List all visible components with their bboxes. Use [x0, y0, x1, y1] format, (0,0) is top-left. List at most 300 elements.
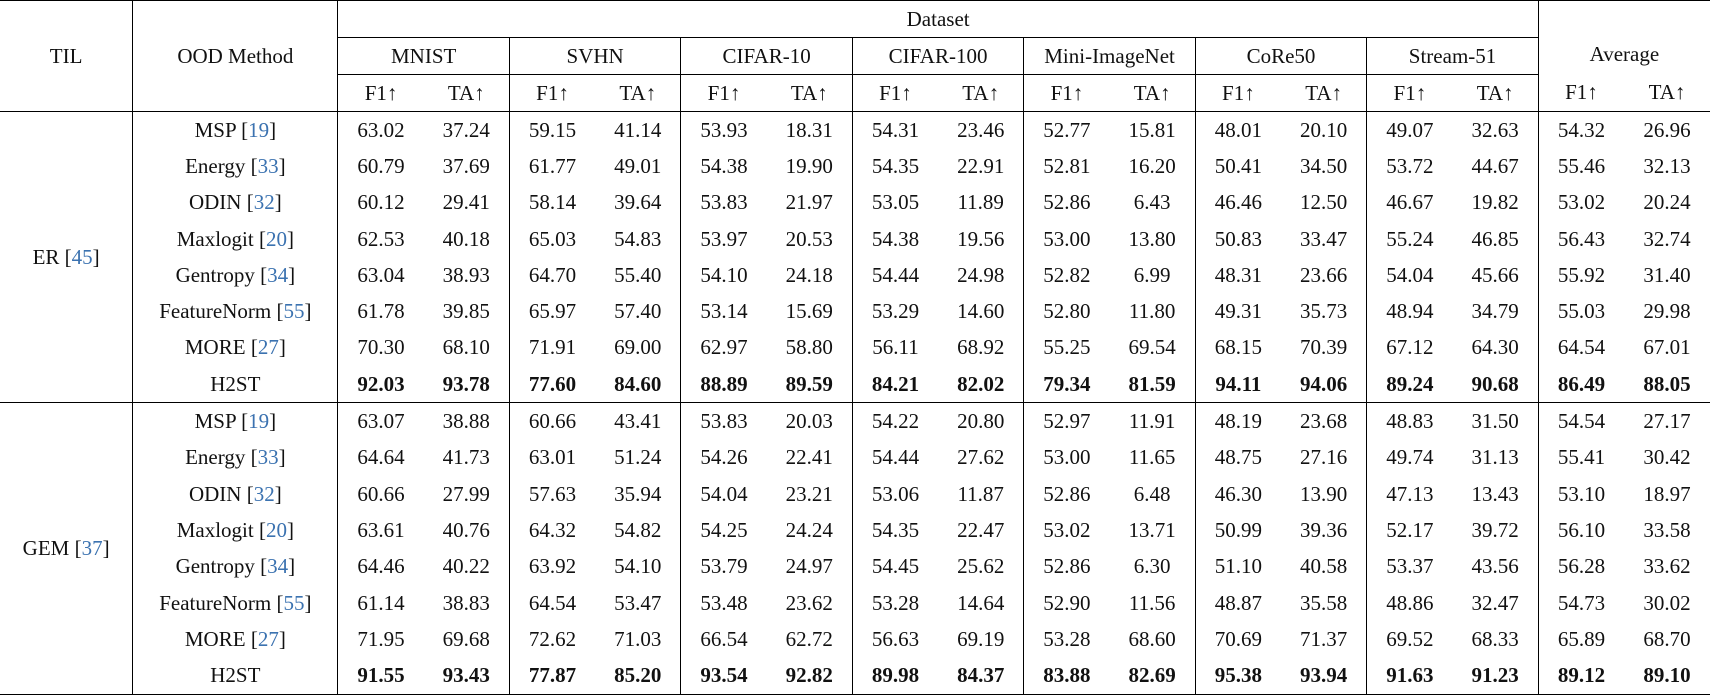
value-cell: 86.49 — [1557, 371, 1606, 396]
value-cell: 61.14 — [357, 590, 405, 615]
value-cell: 41.73 — [424, 440, 510, 476]
value-cell: 16.20 — [1110, 148, 1196, 184]
table-row — [0, 403, 1710, 440]
average-header: Average — [1538, 1, 1710, 75]
metric-header-cell: F1↑ — [1565, 80, 1598, 105]
value-cell: 50.83 — [1214, 226, 1263, 251]
value-cell: 55.41 — [1557, 445, 1606, 470]
method-name: Maxlogit — [176, 517, 254, 542]
metric-header-cell: TA↑ — [1281, 75, 1367, 112]
value-cell: 89.12 — [1538, 657, 1624, 694]
value-cell: 23.68 — [1281, 403, 1367, 440]
metric-header-cell: TA↑ — [1648, 80, 1686, 105]
value-cell: 52.81 — [1043, 153, 1091, 178]
value-cell: 48.86 — [1386, 590, 1434, 615]
value-cell: 91.63 — [1367, 657, 1453, 694]
value-cell: 6.99 — [1110, 257, 1196, 293]
method-cell — [133, 366, 338, 403]
value-cell: 57.40 — [595, 293, 681, 329]
value-cell: 82.02 — [938, 366, 1024, 403]
value-cell: 85.20 — [595, 657, 681, 694]
metric-header-cell: F1↑ — [1222, 80, 1255, 105]
value-cell: 64.46 — [357, 554, 405, 579]
value-cell: 27.16 — [1281, 440, 1367, 476]
value-cell: 13.80 — [1110, 221, 1196, 257]
value-cell: 53.79 — [700, 554, 748, 579]
method-name: MSP — [194, 117, 236, 142]
citation-link[interactable]: 20 — [265, 517, 287, 542]
value-cell: 63.92 — [528, 554, 577, 579]
value-cell: 91.55 — [338, 657, 424, 694]
method-name: Gentropy — [175, 262, 255, 287]
citation-link[interactable]: 27 — [257, 626, 279, 651]
metric-header-cell: TA↑ — [938, 75, 1024, 112]
value-cell: 53.47 — [595, 585, 681, 621]
value-cell: 39.85 — [424, 293, 510, 329]
dataset-header-cell: CIFAR-10 — [681, 38, 852, 75]
value-cell: 14.64 — [938, 585, 1024, 621]
method-cell: MORE [27] — [133, 330, 338, 366]
value-cell: 62.53 — [357, 226, 405, 251]
dataset-header-cell: MNIST — [338, 38, 509, 75]
value-cell: 53.37 — [1386, 554, 1434, 579]
value-cell: 23.46 — [938, 112, 1024, 149]
value-cell: 52.82 — [1043, 262, 1091, 287]
method-cell: Maxlogit [20] — [133, 221, 338, 257]
value-cell: 52.80 — [1043, 299, 1091, 324]
value-cell: 58.14 — [528, 190, 577, 215]
value-cell: 55.25 — [1043, 335, 1091, 360]
value-cell: 54.44 — [871, 445, 920, 470]
method-cell: Energy [33] — [133, 148, 338, 184]
dataset-header-cell: Mini-ImageNet — [1024, 38, 1195, 75]
value-cell: 92.03 — [357, 371, 405, 396]
value-cell: 13.43 — [1452, 476, 1538, 512]
value-cell: 71.03 — [595, 621, 681, 657]
method-cell: FeatureNorm [55] — [133, 585, 338, 621]
method-cell: MSP [19] — [133, 112, 338, 149]
value-cell: 54.10 — [700, 262, 748, 287]
method-cell: Gentropy [34] — [133, 257, 338, 293]
value-cell: 22.91 — [938, 148, 1024, 184]
value-cell: 50.99 — [1214, 517, 1263, 542]
value-cell: 53.29 — [871, 299, 920, 324]
value-cell: 52.86 — [1043, 481, 1091, 506]
value-cell: 33.47 — [1281, 221, 1367, 257]
value-cell: 29.98 — [1643, 299, 1691, 324]
table-row — [0, 440, 1710, 476]
ood-method-header: OOD Method — [133, 1, 338, 112]
value-cell: 48.87 — [1214, 590, 1263, 615]
header-row-1 — [0, 1, 1710, 38]
value-cell: 60.66 — [509, 403, 595, 440]
metric-header-cell: F1↑ — [1050, 80, 1084, 105]
value-cell: 70.69 — [1214, 626, 1263, 651]
value-cell: 33.58 — [1643, 517, 1691, 542]
table-row — [0, 257, 1710, 293]
value-cell: 53.14 — [700, 299, 748, 324]
til-group-cell: ER [45] — [0, 112, 133, 403]
method-name: MORE — [184, 335, 246, 360]
value-cell: 11.89 — [938, 185, 1024, 221]
value-cell: 49.31 — [1214, 299, 1263, 324]
citation-link[interactable]: 33 — [257, 153, 279, 178]
value-cell: 31.13 — [1452, 440, 1538, 476]
value-cell: 56.63 — [871, 626, 920, 651]
metric-header-cell: F1↑ — [1393, 80, 1427, 105]
table-row — [0, 512, 1710, 548]
value-cell: 39.36 — [1281, 512, 1367, 548]
value-cell: 30.02 — [1643, 590, 1691, 615]
value-cell: 53.83 — [681, 403, 767, 440]
value-cell: 48.31 — [1214, 262, 1263, 287]
method-cell: MSP [19] — [133, 403, 338, 440]
value-cell: 22.41 — [767, 440, 853, 476]
value-cell: 72.62 — [528, 626, 577, 651]
citation-link[interactable]: 34 — [267, 262, 289, 287]
value-cell: 53.02 — [1557, 190, 1606, 215]
value-cell: 48.83 — [1367, 403, 1453, 440]
value-cell: 56.10 — [1557, 517, 1606, 542]
value-cell: 48.01 — [1195, 112, 1281, 149]
value-cell: 71.95 — [357, 626, 405, 651]
value-cell: 89.98 — [852, 657, 938, 694]
method-cell: MORE [27] — [133, 621, 338, 657]
table-row — [0, 330, 1710, 366]
value-cell: 48.94 — [1386, 299, 1434, 324]
value-cell: 57.63 — [528, 481, 577, 506]
dataset-header-cell: CIFAR-100 — [852, 38, 1023, 75]
value-cell: 68.60 — [1110, 621, 1196, 657]
value-cell: 54.22 — [852, 403, 938, 440]
value-cell: 34.79 — [1452, 293, 1538, 329]
citation-link[interactable]: 27 — [257, 335, 279, 360]
value-cell: 56.43 — [1557, 226, 1606, 251]
citation-link[interactable]: 33 — [257, 445, 279, 470]
table-row — [0, 549, 1710, 585]
value-cell: 64.64 — [357, 445, 405, 470]
value-cell: 15.81 — [1110, 112, 1196, 149]
value-cell: 65.03 — [528, 226, 577, 251]
method-name: Energy — [185, 153, 246, 178]
value-cell: 32.63 — [1452, 112, 1538, 149]
value-cell: 22.47 — [938, 512, 1024, 548]
value-cell: 26.96 — [1624, 112, 1710, 149]
citation-link[interactable]: 19 — [248, 117, 270, 142]
value-cell: 77.60 — [528, 371, 577, 396]
value-cell: 43.56 — [1452, 549, 1538, 585]
citation-link[interactable]: 20 — [265, 226, 287, 251]
value-cell: 64.32 — [528, 517, 577, 542]
til-group-name: ER — [32, 244, 60, 269]
value-cell: 47.13 — [1386, 481, 1434, 506]
table-row — [0, 293, 1710, 329]
value-cell: 53.93 — [681, 112, 767, 149]
value-cell: 23.21 — [767, 476, 853, 512]
value-cell: 68.15 — [1214, 335, 1263, 360]
value-cell: 30.42 — [1643, 445, 1691, 470]
value-cell: 67.01 — [1643, 335, 1691, 360]
metric-header-cell: F1↑ — [707, 80, 741, 105]
value-cell: 65.97 — [528, 299, 577, 324]
value-cell: 63.02 — [338, 112, 424, 149]
value-cell: 69.54 — [1110, 330, 1196, 366]
table-header — [0, 1, 1710, 112]
value-cell: 40.18 — [424, 221, 510, 257]
value-cell: 62.97 — [700, 335, 748, 360]
value-cell: 55.03 — [1557, 299, 1606, 324]
metric-header-cell: TA↑ — [424, 75, 510, 112]
value-cell: 69.19 — [938, 621, 1024, 657]
value-cell: 54.31 — [852, 112, 938, 149]
value-cell: 55.24 — [1386, 226, 1434, 251]
value-cell: 55.40 — [595, 257, 681, 293]
value-cell: 77.87 — [509, 657, 595, 694]
method-name: FeatureNorm — [159, 590, 272, 615]
value-cell: 60.79 — [357, 153, 405, 178]
table-row — [0, 112, 1710, 149]
value-cell: 53.02 — [1043, 517, 1091, 542]
value-cell: 40.58 — [1281, 549, 1367, 585]
method-name: ODIN — [188, 190, 242, 215]
value-cell: 49.01 — [595, 148, 681, 184]
value-cell: 94.11 — [1215, 371, 1262, 396]
value-cell: 54.04 — [1386, 262, 1434, 287]
value-cell: 53.28 — [871, 590, 920, 615]
metric-header-cell: TA↑ — [1452, 75, 1538, 112]
value-cell: 35.94 — [595, 476, 681, 512]
til-group-name: GEM — [22, 536, 70, 561]
value-cell: 93.94 — [1281, 657, 1367, 694]
value-cell: 39.72 — [1452, 512, 1538, 548]
value-cell: 52.90 — [1043, 590, 1091, 615]
value-cell: 54.35 — [871, 517, 920, 542]
value-cell: 6.43 — [1110, 185, 1196, 221]
value-cell: 41.14 — [595, 112, 681, 149]
value-cell: 15.69 — [767, 293, 853, 329]
value-cell: 60.66 — [357, 481, 405, 506]
method-cell: Gentropy [34] — [133, 549, 338, 585]
value-cell: 46.85 — [1452, 221, 1538, 257]
value-cell: 53.72 — [1386, 153, 1434, 178]
value-cell: 46.67 — [1386, 190, 1434, 215]
dataset-header-cell: SVHN — [509, 38, 680, 75]
value-cell: 54.44 — [871, 262, 920, 287]
value-cell: 14.60 — [938, 293, 1024, 329]
method-name: ODIN — [188, 481, 242, 506]
value-cell: 18.97 — [1643, 481, 1691, 506]
value-cell: 93.78 — [424, 366, 510, 403]
value-cell: 68.92 — [938, 330, 1024, 366]
value-cell: 55.46 — [1557, 153, 1606, 178]
value-cell: 69.68 — [424, 621, 510, 657]
value-cell: 23.62 — [767, 585, 853, 621]
value-cell: 24.18 — [767, 257, 853, 293]
value-cell: 70.30 — [357, 335, 405, 360]
value-cell: 54.38 — [871, 226, 920, 251]
method-name: H2ST — [210, 371, 261, 396]
value-cell: 90.68 — [1452, 366, 1538, 403]
value-cell: 79.34 — [1043, 371, 1091, 396]
value-cell: 37.69 — [424, 148, 510, 184]
value-cell: 24.97 — [767, 549, 853, 585]
value-cell: 43.41 — [595, 403, 681, 440]
value-cell: 19.90 — [767, 148, 853, 184]
value-cell: 53.00 — [1043, 445, 1091, 470]
metric-header-cell: F1↑ — [536, 80, 569, 105]
value-cell: 6.30 — [1110, 549, 1196, 585]
value-cell: 40.76 — [424, 512, 510, 548]
value-cell: 37.24 — [424, 112, 510, 149]
value-cell: 81.59 — [1110, 366, 1196, 403]
dataset-header-cell: CoRe50 — [1195, 38, 1366, 75]
citation-link[interactable]: 37 — [81, 536, 103, 561]
value-cell: 48.19 — [1195, 403, 1281, 440]
value-cell: 20.80 — [938, 403, 1024, 440]
value-cell: 31.50 — [1452, 403, 1538, 440]
method-name: MORE — [184, 626, 246, 651]
value-cell: 53.05 — [871, 190, 920, 215]
value-cell: 53.28 — [1043, 626, 1091, 651]
table-row — [0, 585, 1710, 621]
value-cell: 27.99 — [424, 476, 510, 512]
value-cell: 68.33 — [1452, 621, 1538, 657]
value-cell: 29.41 — [424, 185, 510, 221]
value-cell: 19.82 — [1452, 185, 1538, 221]
value-cell: 21.97 — [767, 185, 853, 221]
value-cell: 82.69 — [1110, 657, 1196, 694]
method-cell: ODIN [32] — [133, 185, 338, 221]
method-cell: Energy [33] — [133, 440, 338, 476]
value-cell: 66.54 — [700, 626, 748, 651]
value-cell: 27.62 — [938, 440, 1024, 476]
value-cell: 51.10 — [1214, 554, 1263, 579]
value-cell: 46.46 — [1214, 190, 1263, 215]
value-cell: 53.83 — [700, 190, 748, 215]
citation-link[interactable]: 34 — [267, 554, 289, 579]
value-cell: 64.54 — [528, 590, 577, 615]
value-cell: 48.75 — [1214, 445, 1263, 470]
value-cell: 53.06 — [871, 481, 920, 506]
value-cell: 35.73 — [1281, 293, 1367, 329]
value-cell: 13.90 — [1281, 476, 1367, 512]
value-cell: 38.93 — [424, 257, 510, 293]
value-cell: 46.30 — [1214, 481, 1263, 506]
metric-header-cell: F1↑ — [879, 80, 912, 105]
value-cell: 45.66 — [1452, 257, 1538, 293]
value-cell: 11.80 — [1110, 293, 1196, 329]
value-cell: 44.67 — [1452, 148, 1538, 184]
method-name: MSP — [194, 409, 236, 434]
value-cell: 31.40 — [1643, 262, 1691, 287]
value-cell: 51.24 — [595, 440, 681, 476]
value-cell: 88.05 — [1643, 371, 1691, 396]
value-cell: 20.10 — [1281, 112, 1367, 149]
value-cell: 11.56 — [1110, 585, 1196, 621]
table-row — [0, 366, 1710, 403]
method-name: FeatureNorm — [159, 299, 272, 324]
value-cell: 53.10 — [1557, 481, 1606, 506]
value-cell: 55.92 — [1557, 262, 1606, 287]
citation-link[interactable]: 45 — [71, 244, 93, 269]
method-cell: FeatureNorm [55] — [133, 293, 338, 329]
value-cell: 93.43 — [424, 657, 510, 694]
value-cell: 32.13 — [1643, 153, 1691, 178]
value-cell: 24.98 — [938, 257, 1024, 293]
citation-link[interactable]: 19 — [248, 409, 270, 434]
value-cell: 54.32 — [1538, 112, 1624, 149]
value-cell: 84.21 — [871, 371, 920, 396]
value-cell: 11.65 — [1110, 440, 1196, 476]
value-cell: 52.17 — [1386, 517, 1434, 542]
metric-header-cell: TA↑ — [767, 75, 853, 112]
table-row — [0, 221, 1710, 257]
value-cell: 54.38 — [700, 153, 748, 178]
value-cell: 89.24 — [1386, 371, 1434, 396]
value-cell: 89.10 — [1624, 657, 1710, 694]
til-header: TIL — [0, 1, 133, 112]
value-cell: 68.10 — [424, 330, 510, 366]
method-name: H2ST — [210, 663, 261, 688]
value-cell: 91.23 — [1452, 657, 1538, 694]
value-cell: 40.22 — [424, 549, 510, 585]
value-cell: 54.54 — [1538, 403, 1624, 440]
value-cell: 6.48 — [1110, 476, 1196, 512]
value-cell: 62.72 — [767, 621, 853, 657]
value-cell: 94.06 — [1281, 366, 1367, 403]
citation-link[interactable]: 55 — [283, 590, 305, 615]
value-cell: 35.58 — [1281, 585, 1367, 621]
citation-link[interactable]: 32 — [253, 481, 275, 506]
value-cell: 53.97 — [700, 226, 748, 251]
method-name: Energy — [185, 445, 246, 470]
value-cell: 12.50 — [1281, 185, 1367, 221]
method-cell: ODIN [32] — [133, 476, 338, 512]
value-cell: 69.00 — [595, 330, 681, 366]
citation-link[interactable]: 55 — [283, 299, 305, 324]
dataset-header-cell: Stream-51 — [1367, 38, 1539, 75]
value-cell: 52.86 — [1043, 190, 1091, 215]
value-cell: 60.12 — [357, 190, 405, 215]
value-cell: 83.88 — [1024, 657, 1110, 694]
value-cell: 70.39 — [1281, 330, 1367, 366]
value-cell: 88.89 — [700, 371, 748, 396]
til-group-cell: GEM [37] — [0, 403, 133, 694]
table-row — [0, 185, 1710, 221]
value-cell: 63.07 — [338, 403, 424, 440]
value-cell: 84.37 — [938, 657, 1024, 694]
value-cell: 69.52 — [1386, 626, 1434, 651]
value-cell: 52.77 — [1024, 112, 1110, 149]
value-cell: 58.80 — [767, 330, 853, 366]
value-cell: 20.03 — [767, 403, 853, 440]
value-cell: 52.86 — [1043, 554, 1091, 579]
value-cell: 54.83 — [595, 221, 681, 257]
value-cell: 25.62 — [938, 549, 1024, 585]
citation-link[interactable]: 32 — [253, 190, 275, 215]
value-cell: 64.70 — [528, 262, 577, 287]
value-cell: 95.38 — [1195, 657, 1281, 694]
value-cell: 71.91 — [528, 335, 577, 360]
method-cell: Maxlogit [20] — [133, 512, 338, 548]
value-cell: 11.87 — [938, 476, 1024, 512]
method-name: Maxlogit — [176, 226, 254, 251]
table-row — [0, 657, 1710, 694]
value-cell: 64.54 — [1557, 335, 1606, 360]
value-cell: 53.48 — [700, 590, 748, 615]
value-cell: 64.30 — [1452, 330, 1538, 366]
value-cell: 20.24 — [1643, 190, 1691, 215]
